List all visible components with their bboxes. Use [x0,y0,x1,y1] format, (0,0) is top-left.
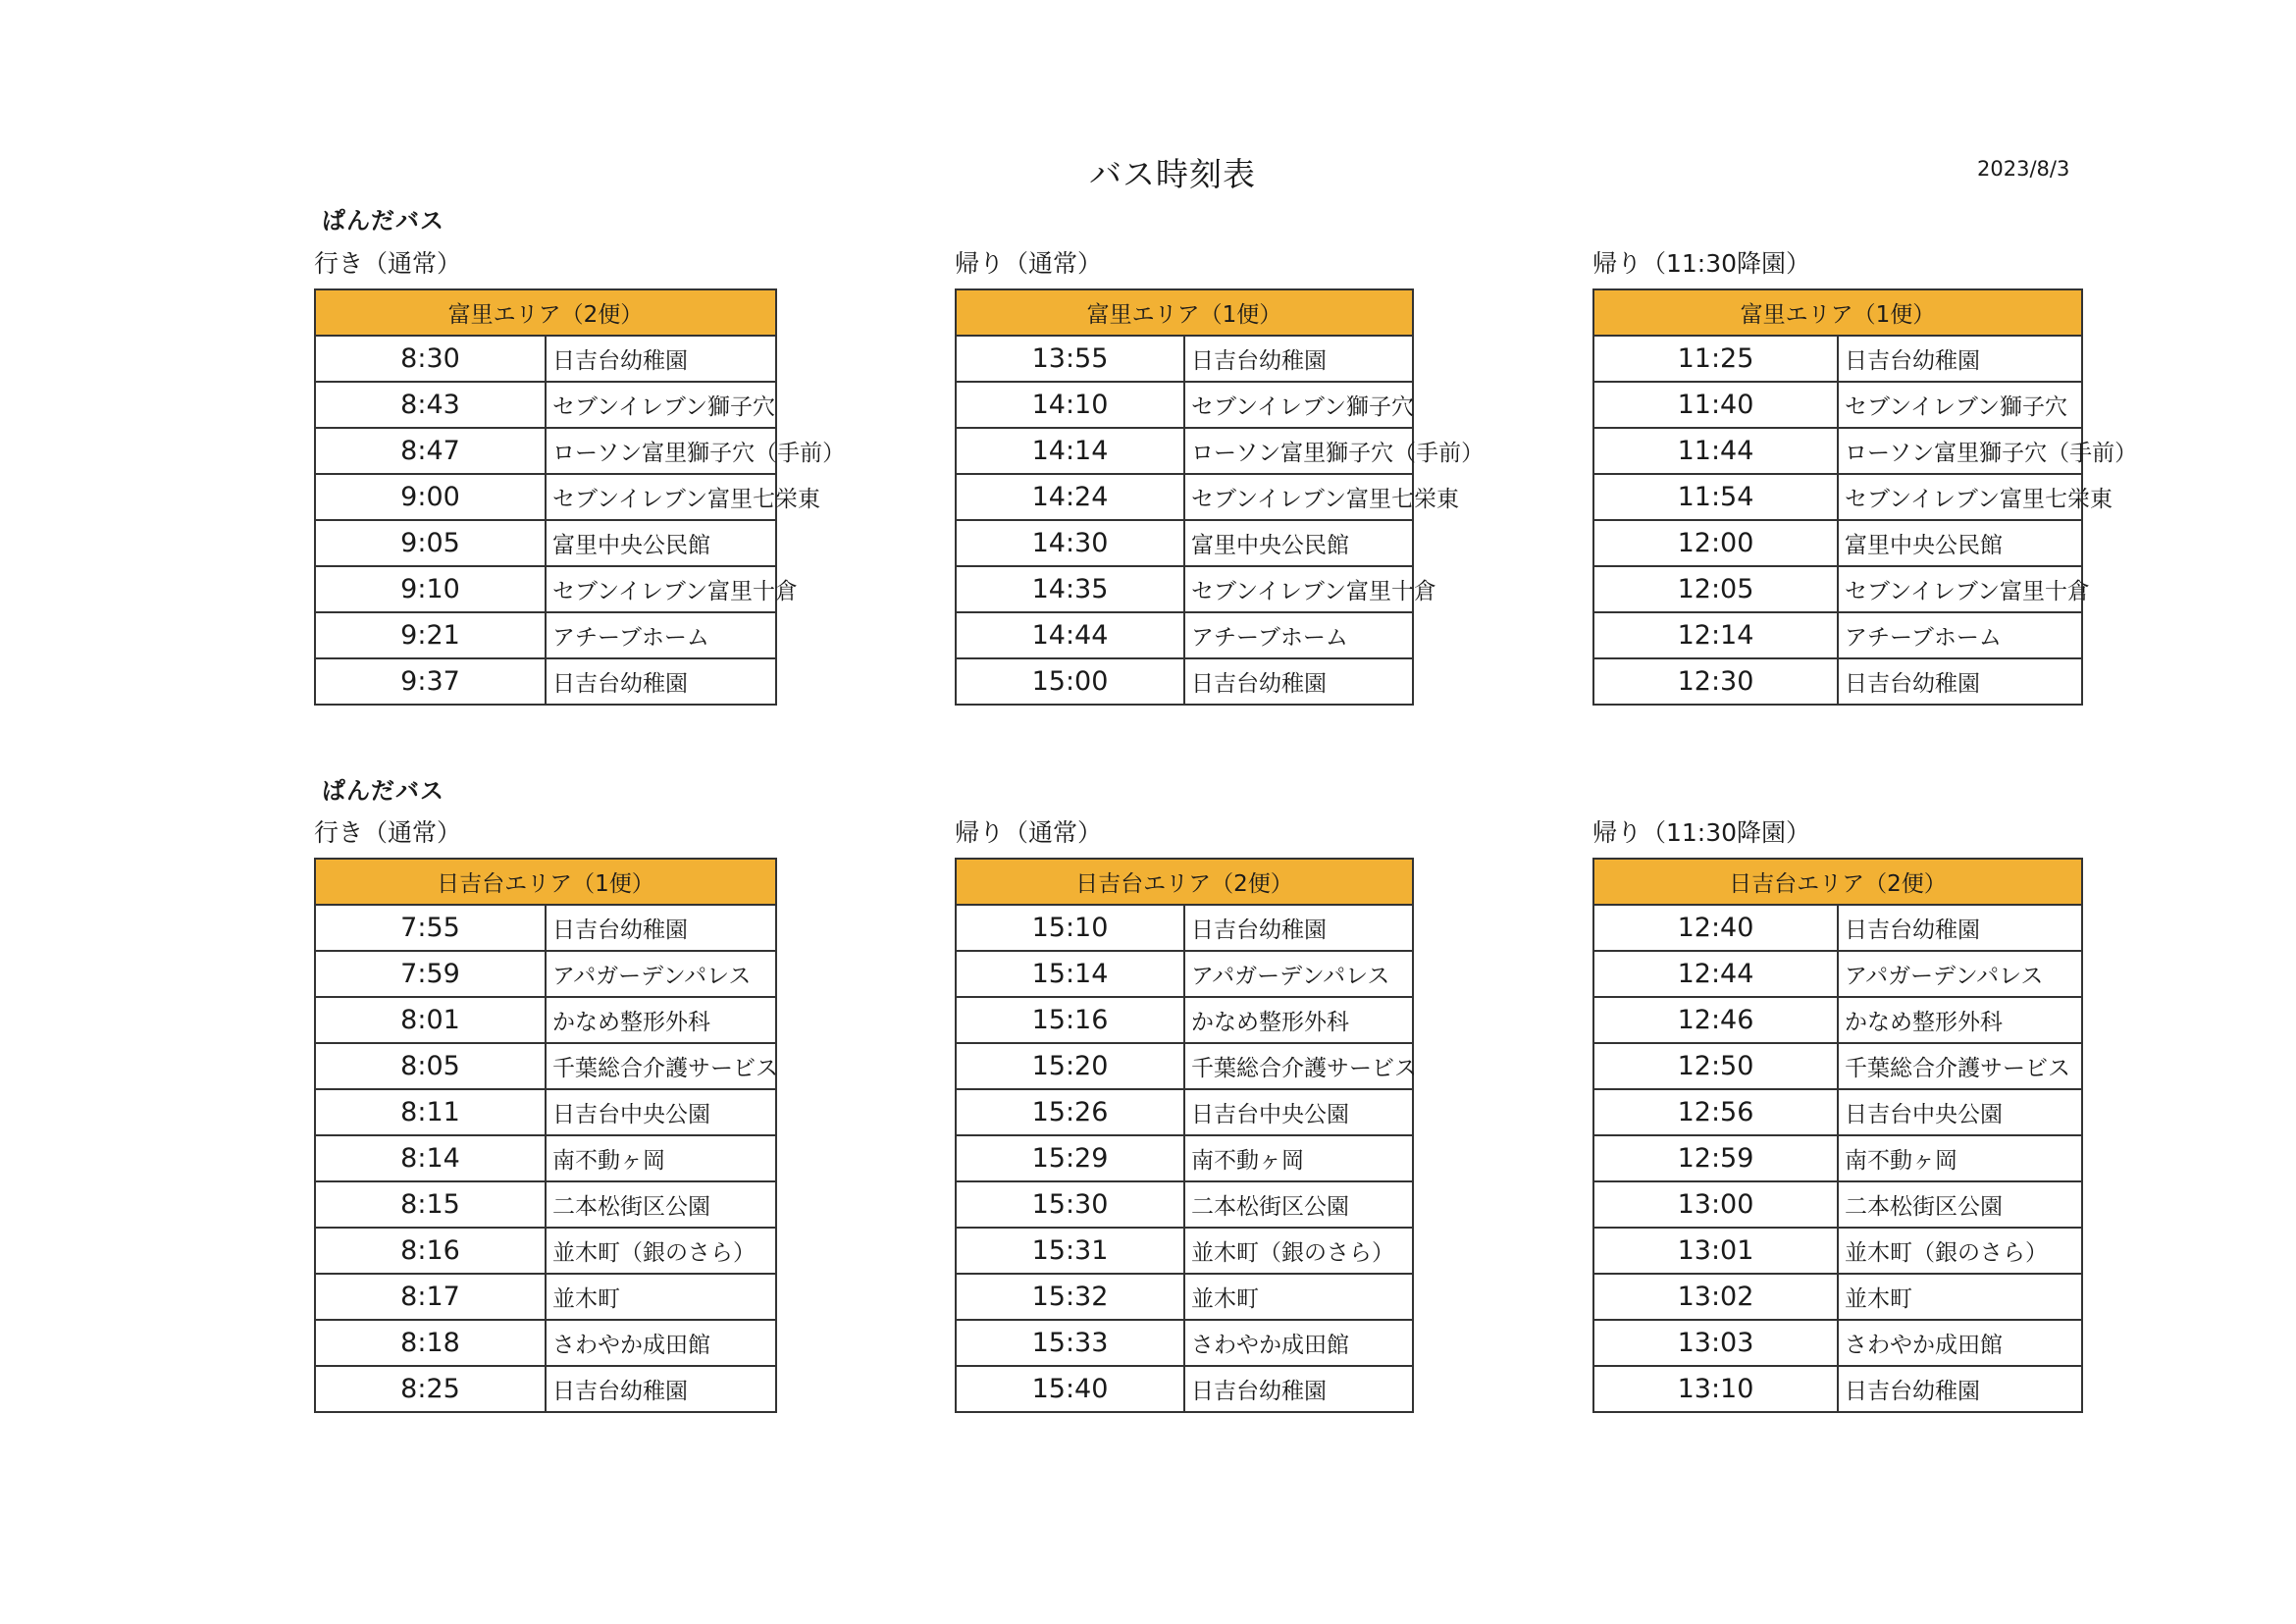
bus-stop-name: 千葉総合介護サービス [546,1043,776,1089]
bus-stop-name: 千葉総合介護サービス [1838,1043,2082,1089]
departure-time: 13:02 [1593,1274,1838,1320]
departure-time: 15:31 [956,1228,1184,1274]
bus-stop-name: 日吉台中央公園 [546,1089,776,1135]
table-row [315,428,776,474]
bus-stop-name: 日吉台中央公園 [1184,1089,1413,1135]
bus-stop-name: 日吉台幼稚園 [546,905,776,951]
table-row [956,336,1413,382]
departure-time: 12:44 [1593,951,1838,997]
bus-stop-name: 日吉台幼稚園 [1184,905,1413,951]
bus-stop-name: セブンイレブン富里七栄東 [1184,474,1413,520]
departure-time: 15:16 [956,997,1184,1043]
departure-time: 15:26 [956,1089,1184,1135]
table-row [315,658,776,705]
table-row [956,612,1413,658]
timetable-block [314,242,846,706]
route-caption: 行き（通常） [314,249,462,278]
departure-time: 15:20 [956,1043,1184,1089]
bus-stop-name: ローソン富里獅子穴（手前） [1184,428,1413,474]
departure-time: 13:01 [1593,1228,1838,1274]
bus-stop-name: 二本松街区公園 [1184,1181,1413,1228]
table-row [315,1320,776,1366]
departure-time: 14:14 [956,428,1184,474]
bus-stop-name: 日吉台中央公園 [1838,1089,2082,1135]
bus-stop-name: セブンイレブン獅子穴 [1838,382,2082,428]
departure-time: 13:10 [1593,1366,1838,1412]
table-row [315,1043,776,1089]
departure-time: 8:18 [315,1320,546,1366]
bus-stop-name: 日吉台幼稚園 [1838,905,2082,951]
departure-time: 15:40 [956,1366,1184,1412]
area-header: 日吉台エリア（2便） [1593,859,2082,905]
bus-stop-name: さわやか成田館 [546,1320,776,1366]
table-row [315,612,776,658]
bus-stop-name: セブンイレブン富里十倉 [1184,566,1413,612]
departure-time: 12:05 [1593,566,1838,612]
area-header: 富里エリア（1便） [956,289,1413,336]
bus-stop-name: 日吉台幼稚園 [1184,1366,1413,1412]
bus-stop-name: セブンイレブン富里七栄東 [1838,474,2082,520]
table-row [956,520,1413,566]
bus-stop-name: 日吉台幼稚園 [546,658,776,705]
bus-stop-name: さわやか成田館 [1184,1320,1413,1366]
departure-time: 12:00 [1593,520,1838,566]
table-row [956,1366,1413,1412]
bus-stop-name: 日吉台幼稚園 [1838,658,2082,705]
departure-time: 11:54 [1593,474,1838,520]
table-row [1593,474,2082,520]
departure-time: 8:16 [315,1228,546,1274]
timetable [314,288,846,706]
table-row [956,1135,1413,1181]
bus-stop-name: 二本松街区公園 [546,1181,776,1228]
departure-time: 14:24 [956,474,1184,520]
departure-time: 12:14 [1593,612,1838,658]
bus-stop-name: 並木町（銀のさら） [546,1228,776,1274]
timetable-block [1592,812,2083,1413]
table-row [1593,997,2082,1043]
bus-stop-name: 並木町 [546,1274,776,1320]
departure-time: 8:15 [315,1181,546,1228]
bus-stop-name: セブンイレブン富里七栄東 [546,474,776,520]
departure-time: 12:50 [1593,1043,1838,1089]
bus-stop-name: かなめ整形外科 [1838,997,2082,1043]
bus-stop-name: 日吉台幼稚園 [1838,336,2082,382]
departure-time: 8:25 [315,1366,546,1412]
departure-time: 12:56 [1593,1089,1838,1135]
route-caption: 帰り（通常） [955,818,1103,847]
bus-stop-name: 富里中央公民館 [1184,520,1413,566]
departure-time: 15:00 [956,658,1184,705]
bus-stop-name: 並木町 [1184,1274,1413,1320]
departure-time: 12:40 [1593,905,1838,951]
table-row [956,658,1413,705]
table-row [315,520,776,566]
departure-time: 15:32 [956,1274,1184,1320]
table-row [315,951,776,997]
table-row [1593,1274,2082,1320]
timetable-block [955,242,1485,706]
departure-time: 12:30 [1593,658,1838,705]
bus-stop-name: アパガーデンパレス [1838,951,2082,997]
bus-stop-name: セブンイレブン富里十倉 [1838,566,2082,612]
departure-time: 14:30 [956,520,1184,566]
bus-stop-name: 日吉台幼稚園 [546,336,776,382]
table-row [1593,1089,2082,1135]
departure-time: 8:05 [315,1043,546,1089]
bus-stop-name: ローソン富里獅子穴（手前） [1838,428,2082,474]
departure-time: 15:30 [956,1181,1184,1228]
table-row [1593,1181,2082,1228]
table-row [956,905,1413,951]
bus-stop-name: 富里中央公民館 [546,520,776,566]
company-name: ぱんだバス [322,207,444,235]
company-name: ぱんだバス [322,777,444,805]
table-row [956,474,1413,520]
table-row [1593,336,2082,382]
bus-stop-name: アパガーデンパレス [546,951,776,997]
bus-stop-name: 富里中央公民館 [1838,520,2082,566]
bus-stop-name: 日吉台幼稚園 [1184,658,1413,705]
timetable-block [1592,242,2138,706]
departure-time: 8:01 [315,997,546,1043]
table-row [1593,905,2082,951]
departure-time: 9:37 [315,658,546,705]
departure-time: 8:11 [315,1089,546,1135]
table-row [1593,520,2082,566]
departure-time: 15:29 [956,1135,1184,1181]
bus-stop-name: アチーブホーム [1184,612,1413,658]
bus-stop-name: アチーブホーム [1838,612,2082,658]
route-caption: 行き（通常） [314,818,462,847]
departure-time: 15:10 [956,905,1184,951]
timetable [955,858,1417,1413]
table-row [956,997,1413,1043]
departure-time: 15:33 [956,1320,1184,1366]
table-row [1593,1366,2082,1412]
table-row [315,474,776,520]
bus-stop-name: 日吉台幼稚園 [1838,1366,2082,1412]
departure-time: 14:44 [956,612,1184,658]
table-row [315,1089,776,1135]
bus-stop-name: 南不動ヶ岡 [546,1135,776,1181]
departure-time: 9:21 [315,612,546,658]
bus-stop-name: 南不動ヶ岡 [1838,1135,2082,1181]
bus-stop-name: 並木町 [1838,1274,2082,1320]
table-row [315,905,776,951]
table-row [956,1320,1413,1366]
table-row [1593,428,2082,474]
bus-stop-name: セブンイレブン獅子穴 [546,382,776,428]
departure-time: 12:59 [1593,1135,1838,1181]
area-header: 富里エリア（2便） [315,289,776,336]
table-row [956,1043,1413,1089]
departure-time: 7:55 [315,905,546,951]
route-caption: 帰り（11:30降園） [1592,818,1811,847]
table-row [315,1366,776,1412]
table-row [315,1135,776,1181]
departure-time: 8:14 [315,1135,546,1181]
departure-time: 8:47 [315,428,546,474]
table-row [1593,382,2082,428]
departure-time: 9:05 [315,520,546,566]
bus-stop-name: 千葉総合介護サービス [1184,1043,1413,1089]
table-row [956,382,1413,428]
bus-stop-name: セブンイレブン富里十倉 [546,566,776,612]
table-row [956,1089,1413,1135]
timetable-block [314,812,777,1413]
departure-time: 13:55 [956,336,1184,382]
area-header: 日吉台エリア（2便） [956,859,1413,905]
departure-time: 11:44 [1593,428,1838,474]
bus-stop-name: 日吉台幼稚園 [546,1366,776,1412]
table-row [1593,951,2082,997]
table-row [956,951,1413,997]
timetable [1592,288,2138,706]
departure-time: 12:46 [1593,997,1838,1043]
bus-stop-name: 二本松街区公園 [1838,1181,2082,1228]
timetable-block [955,812,1417,1413]
route-caption: 帰り（11:30降園） [1592,249,1811,278]
table-row [956,1274,1413,1320]
departure-time: 14:35 [956,566,1184,612]
table-row [1593,612,2082,658]
table-row [315,566,776,612]
departure-time: 8:30 [315,336,546,382]
departure-time: 8:17 [315,1274,546,1320]
departure-time: 13:00 [1593,1181,1838,1228]
table-row [315,1228,776,1274]
route-caption: 帰り（通常） [955,249,1103,278]
table-row [956,1181,1413,1228]
timetable [955,288,1485,706]
table-row [315,997,776,1043]
bus-stop-name: 並木町（銀のさら） [1184,1228,1413,1274]
table-row [1593,658,2082,705]
departure-time: 7:59 [315,951,546,997]
area-header: 富里エリア（1便） [1593,289,2082,336]
departure-time: 9:10 [315,566,546,612]
table-row [1593,1228,2082,1274]
table-row [315,336,776,382]
table-row [956,566,1413,612]
bus-stop-name: 南不動ヶ岡 [1184,1135,1413,1181]
bus-stop-name: セブンイレブン獅子穴 [1184,382,1413,428]
departure-time: 11:25 [1593,336,1838,382]
document-date: 2023/8/3 [1977,157,2070,181]
departure-time: 8:43 [315,382,546,428]
departure-time: 14:10 [956,382,1184,428]
table-row [956,428,1413,474]
bus-stop-name: さわやか成田館 [1838,1320,2082,1366]
timetable [1592,858,2083,1413]
bus-stop-name: アチーブホーム [546,612,776,658]
departure-time: 9:00 [315,474,546,520]
bus-stop-name: アパガーデンパレス [1184,951,1413,997]
page-title: バス時刻表 [1089,155,1256,193]
bus-stop-name: 日吉台幼稚園 [1184,336,1413,382]
table-row [956,1228,1413,1274]
table-row [315,1181,776,1228]
departure-time: 15:14 [956,951,1184,997]
departure-time: 11:40 [1593,382,1838,428]
table-row [315,382,776,428]
table-row [1593,1320,2082,1366]
timetable [314,858,777,1413]
table-row [315,1274,776,1320]
table-row [1593,1135,2082,1181]
bus-stop-name: かなめ整形外科 [546,997,776,1043]
table-row [1593,1043,2082,1089]
bus-stop-name: かなめ整形外科 [1184,997,1413,1043]
bus-stop-name: 並木町（銀のさら） [1838,1228,2082,1274]
departure-time: 13:03 [1593,1320,1838,1366]
area-header: 日吉台エリア（1便） [315,859,776,905]
table-row [1593,566,2082,612]
bus-stop-name: ローソン富里獅子穴（手前） [546,428,776,474]
